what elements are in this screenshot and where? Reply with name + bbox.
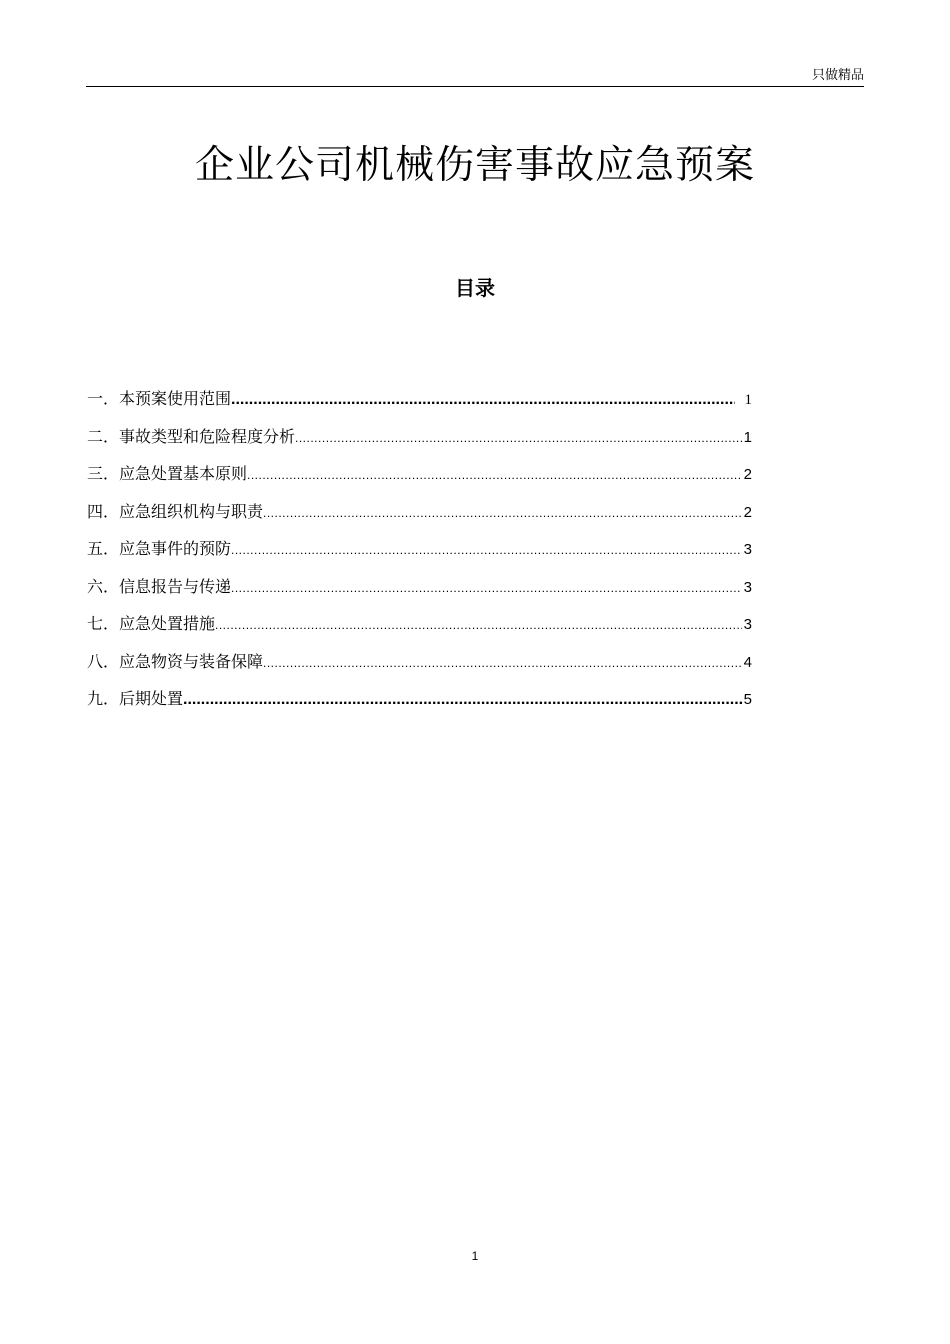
table-of-contents bbox=[87, 385, 752, 723]
toc-leader-dots bbox=[231, 386, 734, 414]
toc-entry-page: 1 bbox=[743, 428, 752, 446]
toc-leader-dots bbox=[183, 686, 742, 714]
toc-entry[interactable] bbox=[87, 648, 752, 686]
toc-entry[interactable] bbox=[87, 385, 752, 423]
toc-entry-page: 2 bbox=[743, 466, 752, 483]
toc-leader-dots bbox=[215, 611, 742, 639]
toc-entry[interactable] bbox=[87, 685, 752, 723]
header-divider bbox=[86, 86, 864, 87]
toc-leader-dots bbox=[247, 461, 742, 489]
toc-entry-page: 3 bbox=[743, 578, 752, 596]
toc-entry-label: 二．事故类型和危险程度分析 bbox=[87, 426, 296, 446]
toc-entry[interactable] bbox=[87, 535, 752, 573]
toc-heading: 目录 bbox=[455, 276, 495, 300]
toc-leader-dots bbox=[231, 574, 742, 602]
toc-entry[interactable] bbox=[87, 610, 752, 648]
page-number: 1 bbox=[471, 1249, 479, 1263]
toc-entry-label: 六．信息报告与传递 bbox=[87, 576, 232, 596]
toc-entry-page: 1 bbox=[744, 392, 752, 408]
toc-entry-label: 七．应急处置措施 bbox=[87, 614, 216, 633]
toc-entry-page: 5 bbox=[743, 691, 752, 708]
toc-leader-dots bbox=[295, 424, 742, 452]
toc-entry-label: 四．应急组织机构与职责 bbox=[87, 501, 264, 521]
toc-entry-page: 3 bbox=[743, 541, 752, 558]
toc-leader-dots bbox=[231, 536, 742, 564]
toc-entry-page: 4 bbox=[743, 653, 752, 671]
document-title: 企业公司机械伤害事故应急预案 bbox=[194, 143, 755, 188]
toc-entry-label: 九．后期处置 bbox=[87, 689, 184, 708]
toc-entry[interactable] bbox=[87, 460, 752, 498]
toc-entry[interactable] bbox=[87, 498, 752, 536]
toc-entry[interactable] bbox=[87, 423, 752, 461]
toc-entry-label: 八．应急物资与装备保障 bbox=[87, 651, 264, 671]
toc-leader-dots bbox=[263, 649, 742, 677]
toc-entry-page: 2 bbox=[743, 503, 752, 521]
toc-entry-page: 3 bbox=[743, 616, 752, 633]
toc-entry-label: 三．应急处置基本原则 bbox=[87, 464, 248, 483]
page-header-text: 只做精品 bbox=[811, 68, 864, 83]
toc-leader-dots bbox=[263, 499, 742, 527]
toc-entry[interactable] bbox=[87, 573, 752, 611]
toc-entry-label: 一．本预案使用范围 bbox=[87, 389, 232, 408]
toc-entry-label: 五．应急事件的预防 bbox=[87, 539, 232, 558]
